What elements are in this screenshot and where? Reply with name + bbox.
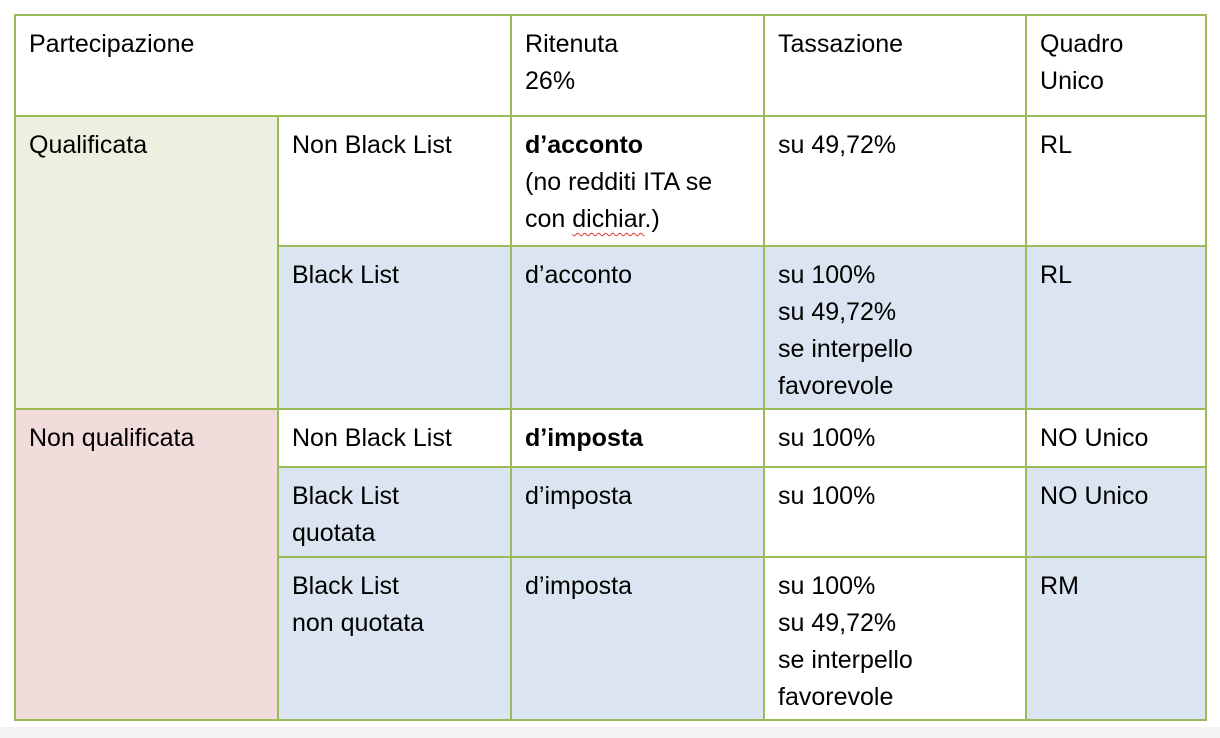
group-label: Non qualificata	[29, 424, 195, 452]
header-tassazione-label: Tassazione	[778, 30, 904, 58]
quadro-label: NO Unico	[1040, 424, 1149, 452]
header-tassazione	[764, 15, 1026, 116]
tassazione-line: su 49,72%	[778, 131, 897, 159]
ritenuta-note-line2	[525, 201, 751, 238]
tipo-cell	[278, 116, 511, 246]
tassazione-line: su 100%	[778, 261, 876, 289]
tassazione-line: su 100%	[778, 572, 876, 600]
header-partecipazione	[15, 15, 511, 116]
header-ritenuta-rate: 26%	[525, 67, 576, 95]
tassazione-line: su 100%	[778, 482, 876, 510]
tipo-sublabel: quotata	[292, 519, 376, 547]
quadro-cell	[1026, 467, 1206, 557]
ritenuta-cell	[511, 409, 764, 467]
header-quadro-unico	[1026, 15, 1206, 116]
group-non-qualificata	[15, 409, 278, 720]
header-ritenuta-label: Ritenuta	[525, 30, 619, 58]
tassazione-cell	[764, 116, 1026, 246]
ritenuta-label: d’imposta	[525, 572, 633, 600]
tassazione-cell	[764, 246, 1026, 409]
ritenuta-label: d’imposta	[525, 482, 633, 510]
quadro-label: NO Unico	[1040, 482, 1149, 510]
quadro-cell	[1026, 409, 1206, 467]
quadro-cell	[1026, 246, 1206, 409]
header-partecipazione-label: Partecipazione	[29, 30, 195, 58]
tassazione-line: favorevole	[778, 372, 894, 400]
header-ritenuta	[511, 15, 764, 116]
tassazione-cell	[764, 467, 1026, 557]
ritenuta-label: d’acconto	[525, 261, 633, 289]
ritenuta-note-post: .)	[644, 205, 660, 233]
ritenuta-note-pre: con	[525, 205, 573, 233]
tipo-label: Black List	[292, 261, 399, 289]
table-row	[15, 409, 1206, 467]
tassazione-line: favorevole	[778, 683, 894, 711]
table-row	[15, 116, 1206, 246]
tipo-sublabel: non quotata	[292, 609, 425, 637]
quadro-label: RM	[1040, 572, 1079, 600]
quadro-label: RL	[1040, 131, 1072, 159]
ritenuta-label: d’imposta	[525, 424, 644, 452]
tassazione-cell	[764, 557, 1026, 720]
tipo-cell	[278, 246, 511, 409]
tassazione-line: su 49,72%	[778, 609, 897, 637]
tassazione-cell	[764, 409, 1026, 467]
tipo-label: Black List	[292, 482, 399, 510]
quadro-cell	[1026, 116, 1206, 246]
page-bottom-strip	[0, 727, 1220, 738]
quadro-label: RL	[1040, 261, 1072, 289]
tipo-label: Non Black List	[292, 131, 452, 159]
header-unico-label: Unico	[1040, 67, 1104, 95]
ritenuta-cell	[511, 116, 764, 246]
tassazione-line: su 100%	[778, 424, 876, 452]
ritenuta-label: d’acconto	[525, 131, 644, 159]
tipo-cell	[278, 467, 511, 557]
tassazione-line: se interpello	[778, 335, 913, 363]
header-quadro-label: Quadro	[1040, 30, 1124, 58]
group-label: Qualificata	[29, 131, 148, 159]
ritenuta-cell	[511, 246, 764, 409]
tipo-label: Non Black List	[292, 424, 452, 452]
tipo-cell	[278, 409, 511, 467]
spellcheck-flagged-word: dichiar	[572, 205, 645, 233]
tassazione-line: se interpello	[778, 646, 913, 674]
tipo-label: Black List	[292, 572, 399, 600]
quadro-cell	[1026, 557, 1206, 720]
tax-table	[14, 14, 1207, 721]
ritenuta-note-line1: (no redditi ITA se	[525, 168, 713, 196]
ritenuta-cell	[511, 467, 764, 557]
ritenuta-cell	[511, 557, 764, 720]
group-qualificata	[15, 116, 278, 409]
tipo-cell	[278, 557, 511, 720]
tassazione-line: su 49,72%	[778, 298, 897, 326]
header-row	[15, 15, 1206, 116]
